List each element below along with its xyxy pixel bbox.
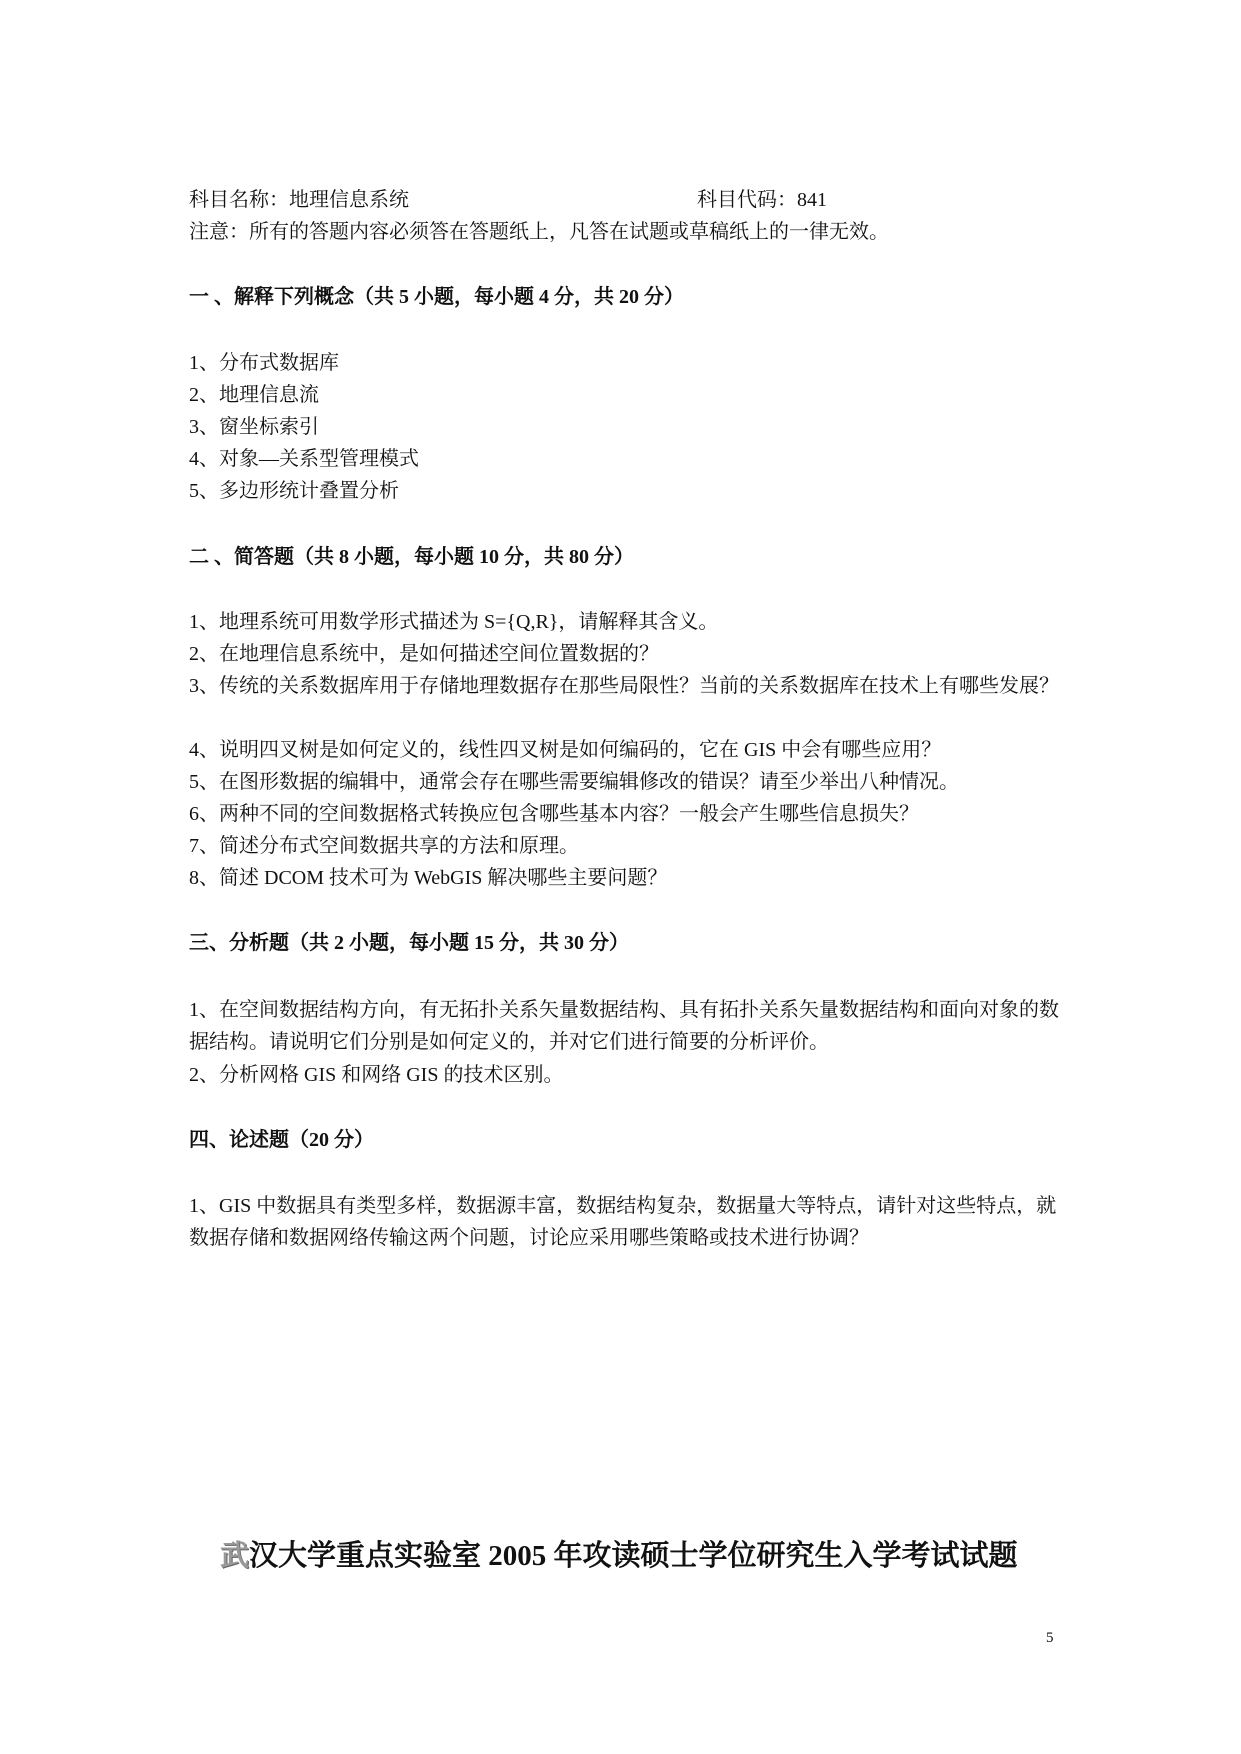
section-2-heading: 二 、简答题（共 8 小题，每小题 10 分，共 80 分）	[189, 546, 634, 568]
section-2-item-5: 5、在图形数据的编辑中，通常会存在哪些需要编辑修改的错误？请至少举出八种情况。	[189, 771, 959, 793]
section-2-item-2: 2、在地理信息系统中，是如何描述空间位置数据的？	[189, 643, 659, 665]
section-3-item-1: 1、在空间数据结构方向，有无拓扑关系矢量数据结构、具有拓扑关系矢量数据结构和面向对象的数据结构。请说明它们分别是如何定义的，并对它们进行简要的分析评价。	[189, 999, 1059, 1053]
page-number: 5	[1046, 1630, 1054, 1646]
exam-notice: 注意：所有的答题内容必须答在答题纸上，凡答在试题或草稿纸上的一律无效。	[189, 221, 889, 243]
section-1-heading: 一 、解释下列概念（共 5 小题，每小题 4 分，共 20 分）	[189, 286, 684, 308]
subject-code: 科目代码：841	[697, 189, 827, 211]
section-1-item-2: 2、地理信息流	[189, 384, 319, 406]
section-1-item-3: 3、窗坐标索引	[189, 416, 319, 438]
exam-title	[220, 1536, 1018, 1576]
section-1-item-4: 4、对象—关系型管理模式	[189, 448, 419, 470]
section-1-item-5: 5、多边形统计叠置分析	[189, 480, 399, 502]
section-2-item-7: 7、简述分布式空间数据共享的方法和原理。	[189, 835, 579, 857]
section-1-item-1: 1、分布式数据库	[189, 352, 339, 374]
section-3-heading: 三、分析题（共 2 小题，每小题 15 分，共 30 分）	[189, 932, 629, 954]
section-2-item-3: 3、传统的关系数据库用于存储地理数据存在那些局限性？当前的关系数据库在技术上有哪些发展？	[189, 675, 1059, 697]
section-2-item-6: 6、两种不同的空间数据格式转换应包含哪些基本内容？一般会产生哪些信息损失？	[189, 803, 919, 825]
section-2-item-1: 1、地理系统可用数学形式描述为 S={Q,R}，请解释其含义。	[189, 611, 719, 633]
section-2-item-4: 4、说明四叉树是如何定义的，线性四叉树是如何编码的，它在 GIS 中会有哪些应用？	[189, 739, 942, 761]
section-4-heading: 四、论述题（20 分）	[189, 1129, 374, 1151]
section-4-item-1: 1、GIS 中数据具有类型多样，数据源丰富，数据结构复杂，数据量大等特点，请针对这些特点，就数据存储和数据网络传输这两个问题，讨论应采用哪些策略或技术进行协调？	[189, 1195, 1057, 1249]
section-3-item-2: 2、分析网格 GIS 和网络 GIS 的技术区别。	[189, 1064, 564, 1086]
section-2-item-8: 8、简述 DCOM 技术可为 WebGIS 解决哪些主要问题？	[189, 867, 668, 889]
exam-title-first-char: 武	[220, 1540, 250, 1572]
subject-name: 科目名称：地理信息系统	[189, 189, 409, 211]
exam-title-rest: 汉大学重点实验室 2005 年攻读硕士学位研究生入学考试试题	[249, 1540, 1018, 1572]
